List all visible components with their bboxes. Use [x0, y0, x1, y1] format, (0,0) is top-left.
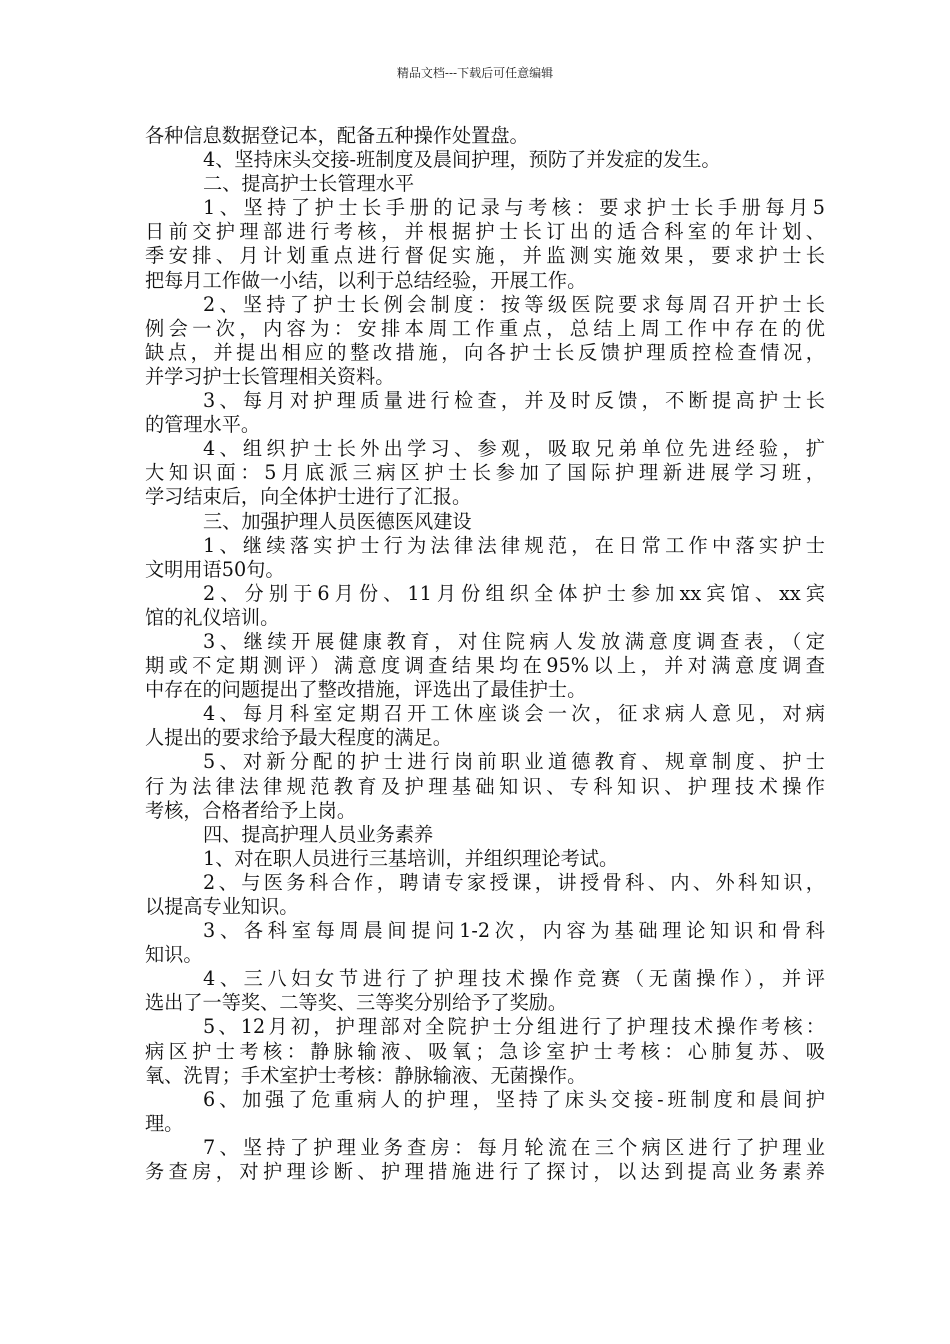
text-line: 1、坚持了护士长手册的记录与考核：要求护士长手册每月5 — [203, 196, 825, 220]
text-line: 把每月工作做一小结，以利于总结经验，开展工作。 — [145, 268, 587, 292]
text-line: 中存在的问题提出了整改措施，评选出了最佳护士。 — [145, 678, 587, 702]
text-line: 2、分别于6月份、11月份组织全体护士参加xx宾馆、xx宾 — [203, 581, 825, 605]
text-line: 氧、洗胃；手术室护士考核：静脉输液、无菌操作。 — [145, 1063, 587, 1087]
text-line: 理。 — [145, 1111, 184, 1135]
text-line: 大知识面：5月底派三病区护士长参加了国际护理新进展学习班， — [145, 461, 825, 485]
text-line: 5、12月初，护理部对全院护士分组进行了护理技术操作考核： — [203, 1015, 825, 1039]
text-line: 例会一次，内容为：安排本周工作重点，总结上周工作中存在的优 — [145, 316, 825, 340]
text-line: 季安排、月计划重点进行督促实施，并监测实施效果，要求护士长 — [145, 244, 825, 268]
page-header: 精品文档---下载后可任意编辑 — [396, 66, 554, 80]
document-body — [145, 124, 825, 1184]
text-line: 3、各科室每周晨间提问1-2次，内容为基础理论知识和骨科 — [203, 919, 825, 943]
text-line: 3、每月对护理质量进行检查，并及时反馈，不断提高护士长 — [203, 389, 825, 413]
text-line: 三、加强护理人员医德医风建设 — [203, 509, 472, 533]
text-line: 病区护士考核：静脉输液、吸氧；急诊室护士考核：心肺复苏、吸 — [145, 1039, 825, 1063]
text-line: 4、坚持床头交接-班制度及晨间护理，预防了并发症的发生。 — [203, 148, 721, 172]
text-line: 行为法律法律规范教育及护理基础知识、专科知识、护理技术操作 — [145, 774, 825, 798]
text-line: 文明用语50句。 — [145, 557, 285, 581]
text-line: 知识。 — [145, 943, 203, 967]
text-line: 馆的礼仪培训。 — [145, 605, 280, 629]
text-line: 3、继续开展健康教育，对住院病人发放满意度调查表，（定 — [203, 629, 825, 653]
text-line: 并学习护士长管理相关资料。 — [145, 364, 395, 388]
text-line: 以提高专业知识。 — [145, 895, 299, 918]
text-line: 日前交护理部进行考核，并根据护士长订出的适合科室的年计划、 — [145, 220, 825, 244]
text-line: 2、与医务科合作，聘请专家授课，讲授骨科、内、外科知识， — [203, 870, 825, 894]
text-line: 2、坚持了护士长例会制度：按等级医院要求每周召开护士长 — [203, 292, 825, 316]
text-line: 考核，合格者给予上岗。 — [145, 798, 357, 822]
text-line: 5、对新分配的护士进行岗前职业道德教育、规章制度、护士 — [203, 750, 825, 774]
text-line: 1、继续落实护士行为法律法律规范，在日常工作中落实护士 — [203, 533, 825, 557]
text-line: 选出了一等奖、二等奖、三等奖分别给予了奖励。 — [145, 991, 568, 1015]
text-line: 期或不定期测评）满意度调查结果均在95%以上，并对满意度调查 — [145, 654, 825, 678]
text-line: 人提出的要求给予最大程度的满足。 — [145, 726, 452, 750]
text-line: 4、三八妇女节进行了护理技术操作竞赛（无菌操作），并评 — [203, 967, 825, 991]
text-line: 四、提高护理人员业务素养 — [203, 822, 434, 846]
text-line: 学习结束后，向全体护士进行了汇报。 — [145, 485, 472, 509]
text-line: 1、对在职人员进行三基培训，并组织理论考试。 — [203, 846, 619, 870]
text-line: 的管理水平。 — [145, 413, 261, 437]
text-line: 7、坚持了护理业务查房：每月轮流在三个病区进行了护理业 — [203, 1135, 825, 1159]
text-line: 4、每月科室定期召开工休座谈会一次，征求病人意见，对病 — [203, 702, 825, 726]
text-line: 4、组织护士长外出学习、参观，吸取兄弟单位先进经验，扩 — [203, 437, 825, 461]
text-line: 务查房，对护理诊断、护理措施进行了探讨，以达到提高业务素养 — [145, 1160, 825, 1184]
text-line: 各种信息数据登记本，配备五种操作处置盘。 — [145, 124, 529, 147]
text-line: 缺点，并提出相应的整改措施，向各护士长反馈护理质控检查情况， — [145, 340, 825, 364]
text-line: 6、加强了危重病人的护理，坚持了床头交接-班制度和晨间护 — [203, 1087, 825, 1111]
text-line: 二、提高护士长管理水平 — [203, 172, 415, 196]
